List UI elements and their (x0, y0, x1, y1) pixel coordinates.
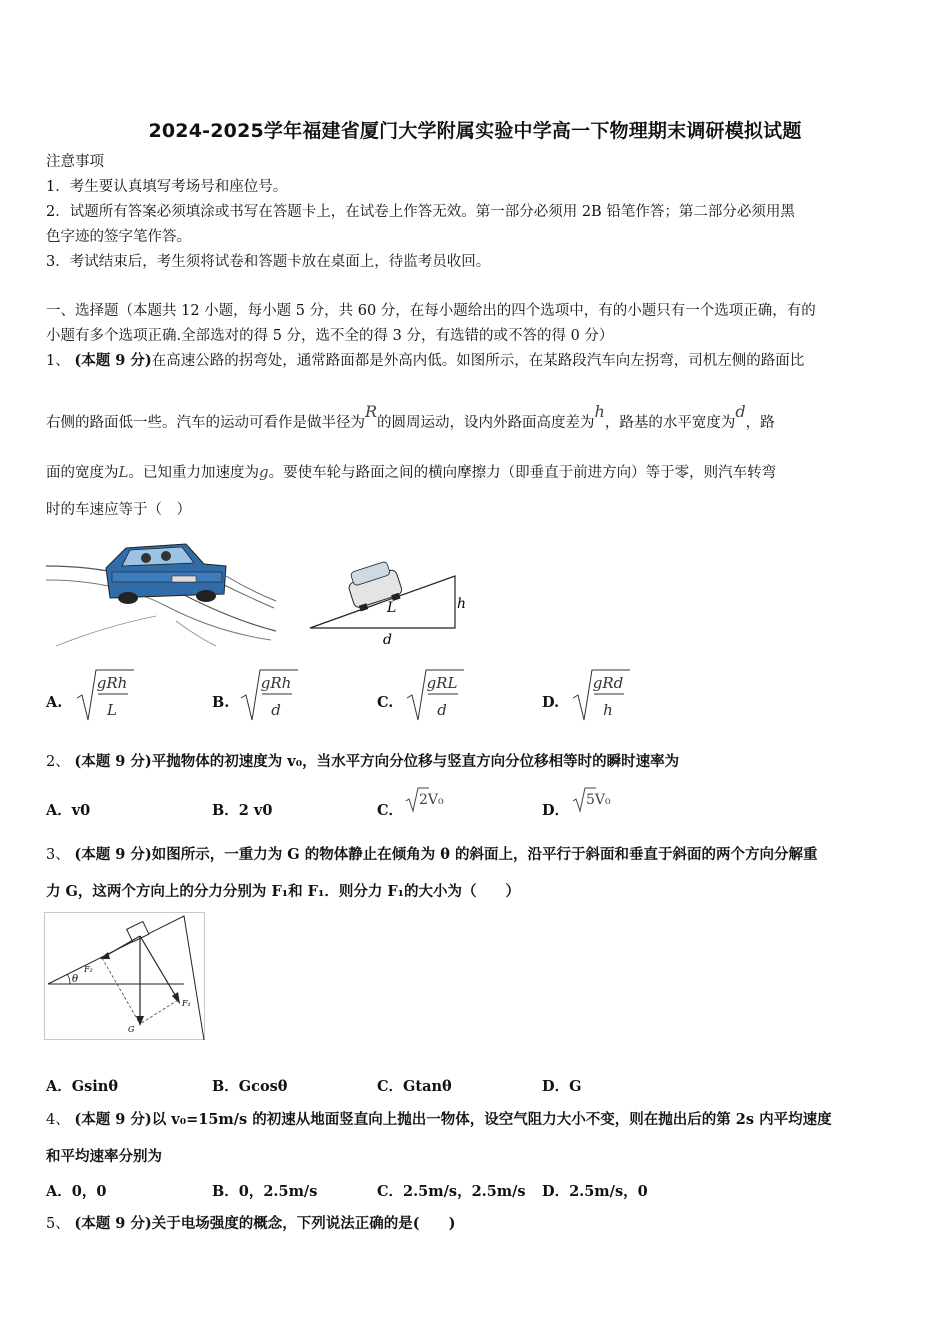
option-d[interactable] (542, 799, 569, 820)
fraction-numerator: gRL (426, 674, 458, 692)
question-1-line3 (46, 462, 906, 483)
question-2 (46, 752, 906, 772)
question-3-line2: 力 G，这两个方向上的分力分别为 F₁和 F₁．则分力 F₁的大小为（ ） (46, 883, 521, 900)
fraction-denominator: d (437, 701, 447, 719)
question-score: (本题 9 分) (74, 352, 152, 369)
figure-label-d: d (383, 632, 392, 648)
page-title: 2024-2025学年福建省厦门大学附属实验中学高一下物理期末调研模拟试题 (148, 120, 802, 142)
question-text: ，路 (745, 415, 775, 431)
fraction-numerator: gRh (260, 674, 292, 692)
question-1-line1 (46, 351, 906, 371)
option-b[interactable] (212, 668, 230, 711)
option-a[interactable]: A．Gsinθ (46, 1078, 119, 1095)
notice-item: 2．试题所有答案必须填涂或书写在答题卡上，在试卷上作答无效。第一部分必须用 2B 铅笔作答；第二部分必须用黑 (46, 204, 795, 220)
question-text: 如图所示，一重力为 G 的物体静止在倾角为 θ 的斜面上，沿平行于斜面和垂直于斜面的两个方向分解重 (151, 846, 818, 863)
var-h: h (594, 402, 605, 421)
notice-item: 3．考试结束后，考生须将试卷和答题卡放在桌面上，待监考员收回。 (46, 254, 491, 270)
force-decomposition-figure (44, 912, 208, 1040)
option-label: D. (542, 694, 560, 711)
question-text: 在高速公路的拐弯处，通常路面都是外高内低。如图所示，在某路段汽车向左拐弯，司机左侧的路面比 (151, 353, 805, 369)
math-expression: 5V₀ (586, 792, 611, 808)
option-label: C. (377, 694, 394, 711)
option-a[interactable]: A．0，0 (46, 1183, 107, 1200)
var-R: R (365, 402, 378, 421)
question-number: 5、 (46, 1216, 70, 1232)
option-c[interactable] (377, 668, 394, 711)
question-text: 右侧的路面低一些。汽车的运动可看作是做半径为 (46, 415, 365, 431)
question-4-line2: 和平均速率分别为 (46, 1148, 162, 1165)
option-c[interactable]: C．Gtanθ (377, 1078, 452, 1095)
question-text: 。已知重力加速度为 (128, 465, 259, 481)
figure-label-L: L (387, 600, 397, 616)
fraction-denominator: L (107, 701, 117, 719)
option-b[interactable]: B．0，2.5m/s (212, 1183, 318, 1200)
question-1-line2 (46, 402, 906, 433)
math-expression: 2V₀ (419, 792, 444, 808)
sqrt-expression-a (74, 668, 136, 724)
question-score: (本题 9 分) (74, 846, 152, 863)
question-text: 关于电场强度的概念，下列说法正确的是( ) (151, 1215, 456, 1232)
option-b[interactable]: B．2 v0 (212, 802, 273, 819)
car-on-road-figure (46, 536, 278, 648)
question-score: (本题 9 分) (74, 1215, 152, 1232)
question-4-line1 (46, 1110, 906, 1130)
notice-item: 色字迹的签字笔作答。 (46, 229, 191, 245)
section-heading-cont: 小题有多个选项正确.全部选对的得 5 分，选不全的得 3 分，有选错的或不答的得 0 分） (46, 328, 614, 344)
question-number: 1、 (46, 353, 70, 369)
figure-label-f2: F₂ (84, 965, 93, 974)
question-score: (本题 9 分) (74, 753, 152, 770)
option-a[interactable] (46, 668, 63, 711)
var-d: d (735, 402, 746, 421)
option-d[interactable] (542, 668, 560, 711)
question-text: 以 v₀=15m/s 的初速从地面竖直向上抛出一物体，设空气阻力大小不变，则在抛出后的第 2s 内平均速度 (151, 1111, 832, 1128)
question-text: 面的宽度为 (46, 465, 119, 481)
question-text: 的圆周运动，设内外路面高度差为 (377, 415, 595, 431)
var-g: g (258, 463, 269, 481)
option-label: C． (377, 802, 404, 819)
question-text: ，路基的水平宽度为 (604, 415, 736, 431)
fraction-numerator: gRd (592, 674, 624, 692)
option-c[interactable]: C．2.5m/s，2.5m/s (377, 1183, 526, 1200)
figure-label-f1: F₁ (182, 999, 191, 1008)
notice-item: 1．考生要认真填写考场号和座位号。 (46, 179, 288, 195)
option-label: B. (212, 694, 230, 711)
fraction-numerator: gRh (96, 674, 128, 692)
section-heading: 一、选择题（本题共 12 小题，每小题 5 分，共 60 分，在每小题给出的四个选项中，有的小题只有一个选项正确，有的 (46, 303, 816, 319)
sqrt-2-v0 (405, 785, 461, 815)
sqrt-expression-c (404, 668, 466, 724)
figure-label-theta: θ (72, 974, 79, 985)
fraction-denominator: h (603, 701, 613, 719)
question-text: 平抛物体的初速度为 v₀，当水平方向分位移与竖直方向分位移相等时的瞬时速率为 (151, 753, 680, 770)
question-3-line1 (46, 845, 906, 865)
option-b[interactable]: B．Gcosθ (212, 1078, 288, 1095)
option-c[interactable] (377, 799, 403, 820)
question-number: 2、 (46, 754, 70, 770)
var-L: L (118, 463, 129, 481)
question-number: 4、 (46, 1112, 70, 1128)
sqrt-5-v0 (572, 785, 628, 815)
option-label: D． (542, 802, 570, 819)
fraction-denominator: d (271, 701, 281, 719)
question-5 (46, 1214, 906, 1234)
question-1-line4: 时的车速应等于（ ） (46, 502, 191, 518)
incline-road-figure (305, 556, 473, 650)
figure-label-h: h (457, 596, 467, 612)
option-a[interactable]: A．v0 (46, 802, 91, 819)
sqrt-expression-d (570, 668, 632, 724)
question-text: 。要使车轮与路面之间的横向摩擦力（即垂直于前进方向）等于零，则汽车转弯 (268, 465, 777, 481)
question-number: 3、 (46, 847, 70, 863)
option-label: A. (46, 694, 63, 711)
option-d[interactable]: D．2.5m/s，0 (542, 1183, 648, 1200)
figure-label-g: G (128, 1025, 135, 1034)
question-score: (本题 9 分) (74, 1111, 152, 1128)
sqrt-expression-b (238, 668, 300, 724)
notice-heading: 注意事项 (46, 154, 104, 170)
option-d[interactable]: D．G (542, 1078, 582, 1095)
